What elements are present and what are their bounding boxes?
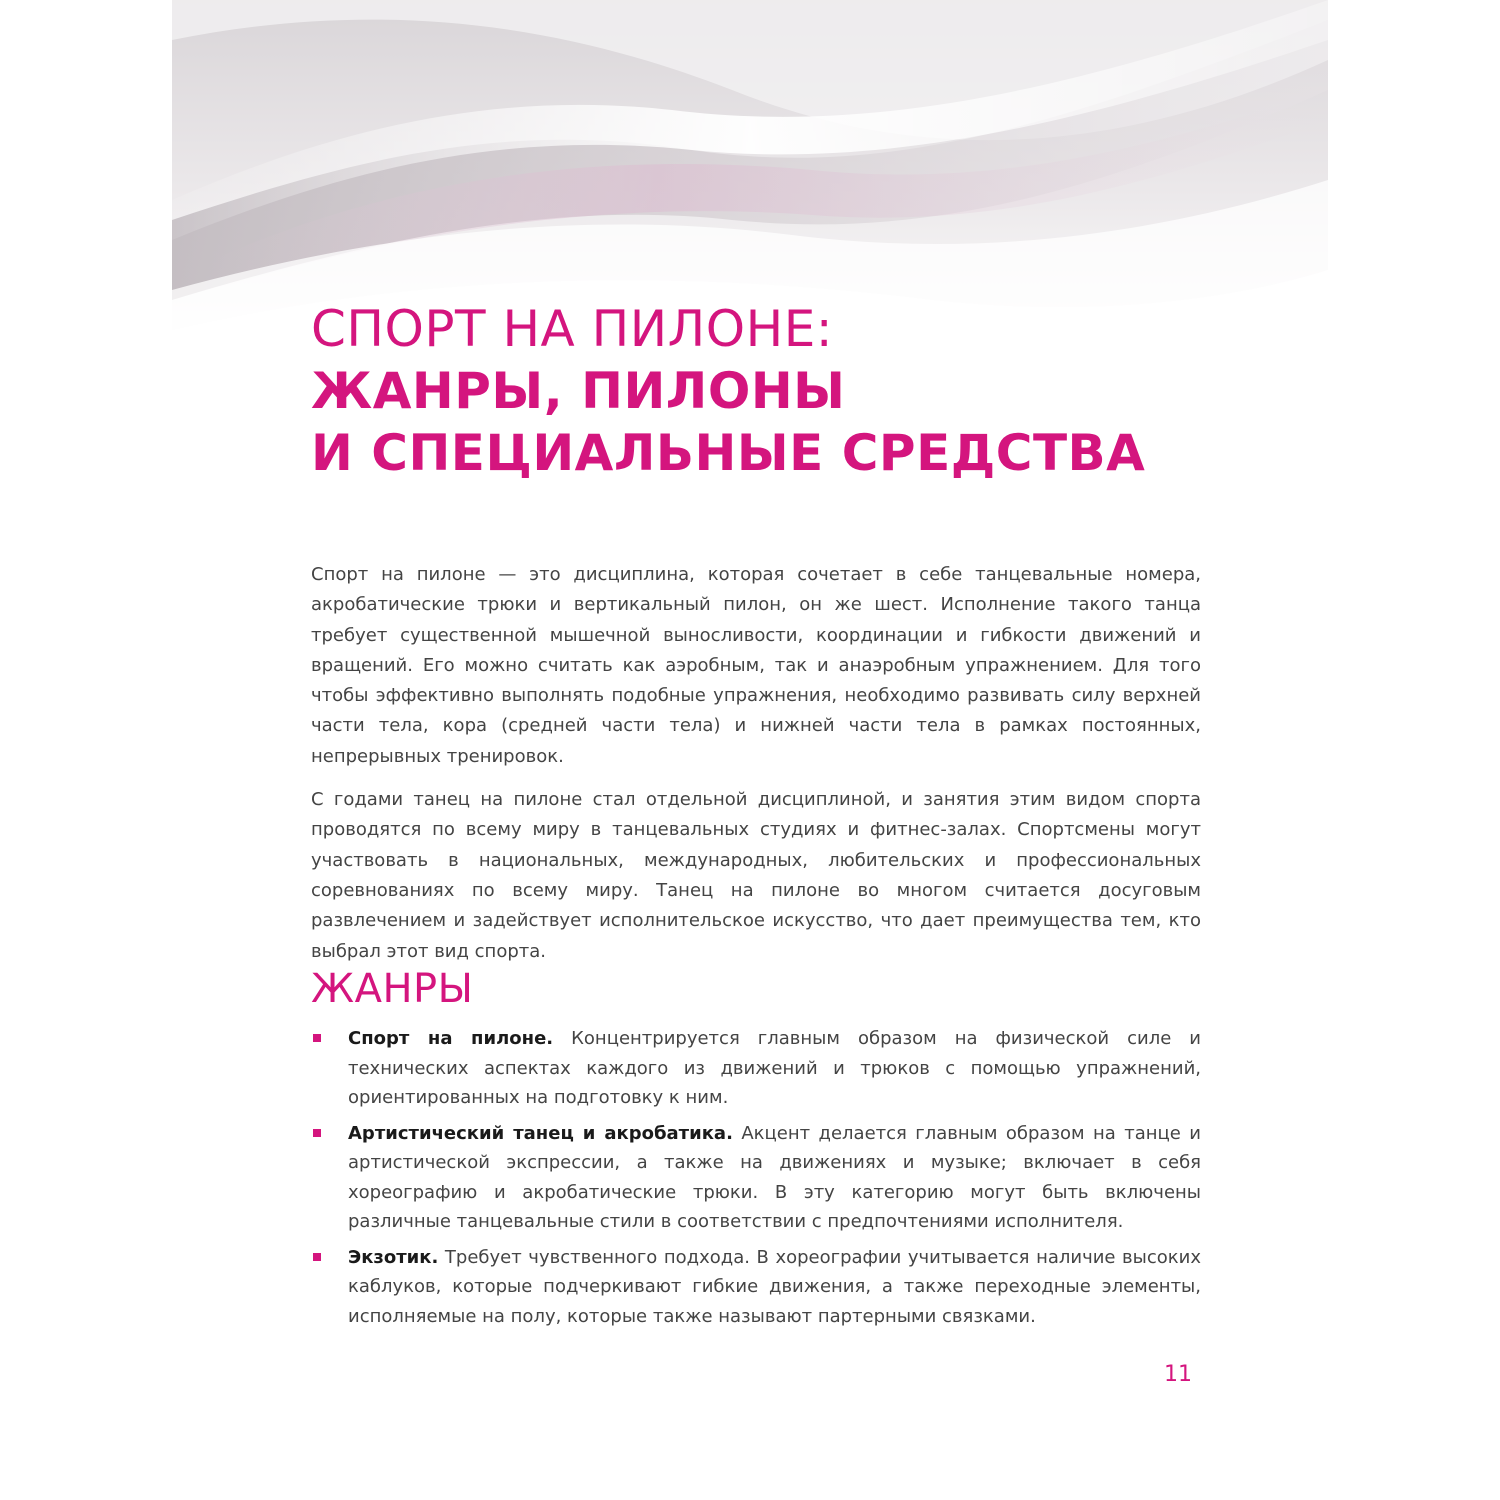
intro-paragraph-2: С годами танец на пилоне стал отдельной дисциплиной, и занятия этим видом спорта проводятся по всему миру в танцевальных студиях и фитнес-залах. Спортсмены могут участвовать в национальных, международных, любительских и профессиональных соревнованиях по всему миру. Танец на пилоне во многом считается досуговым развлечением и задействует исполнительское искусство, что дает преимущества тем, кто выбрал этот вид спорта. <box>311 789 1201 962</box>
list-item <box>311 1024 1201 1113</box>
genre-description: Требует чувственного подхода. В хореографии учитывается наличие высоких каблуков, которые подчеркивают гибкие движения, а также переходные элементы, исполняемые на полу, которые также называют партерными связками. <box>348 1246 1201 1327</box>
genres-heading: ЖАНРЫ <box>311 966 474 1012</box>
genre-name: Спорт на пилоне. <box>348 1028 554 1049</box>
genre-description: Концентрируется главным образом на физической силе и технических аспектах каждого из движений и трюков с помощью упражнений, ориентированных на подготовку к ним. <box>348 1028 1201 1108</box>
chapter-title-line-2: ЖАНРЫ, ПИЛОНЫ <box>311 362 846 420</box>
genre-name: Артистический танец и акробатика. <box>348 1122 733 1144</box>
intro-text <box>311 560 1201 980</box>
square-bullet-icon <box>313 1034 321 1042</box>
list-item <box>311 1243 1201 1332</box>
genre-list <box>311 1024 1201 1337</box>
book-page <box>172 0 1328 1500</box>
genre-description: Акцент делается главным образом на танце и артистической экспрессии, а также на движениях и музыке; включает в себя хореографию и акробатические трюки. В эту категорию могут быть включены различные танцевальные стили в соответствии с предпочтениями исполнителя. <box>348 1122 1201 1232</box>
genre-name: Экзотик. <box>348 1246 439 1268</box>
chapter-title-line-1: СПОРТ НА ПИЛОНЕ: <box>311 300 834 358</box>
intro-paragraph-1: Спорт на пилоне — это дисциплина, которая сочетает в себе танцевальные номера, акробатические трюки и вертикальный пилон, он же шест. Исполнение такого танца требует существенной мышечной выносливости, координации и гибкости движений и вращений. Его можно считать как аэробным, так и анаэробным упражнением. Для того чтобы эффективно выполнять подобные упражнения, необходимо развивать силу верхней части тела, кора (средней части тела) и нижней части тела в рамках постоянных, непрерывных тренировок. <box>311 564 1201 767</box>
chapter-title-line-3: И СПЕЦИАЛЬНЫЕ СРЕДСТВА <box>311 424 1146 482</box>
list-item <box>311 1119 1201 1237</box>
page-number: 11 <box>1164 1362 1192 1387</box>
square-bullet-icon <box>313 1129 321 1137</box>
chapter-title <box>311 298 1291 484</box>
square-bullet-icon <box>313 1253 321 1261</box>
